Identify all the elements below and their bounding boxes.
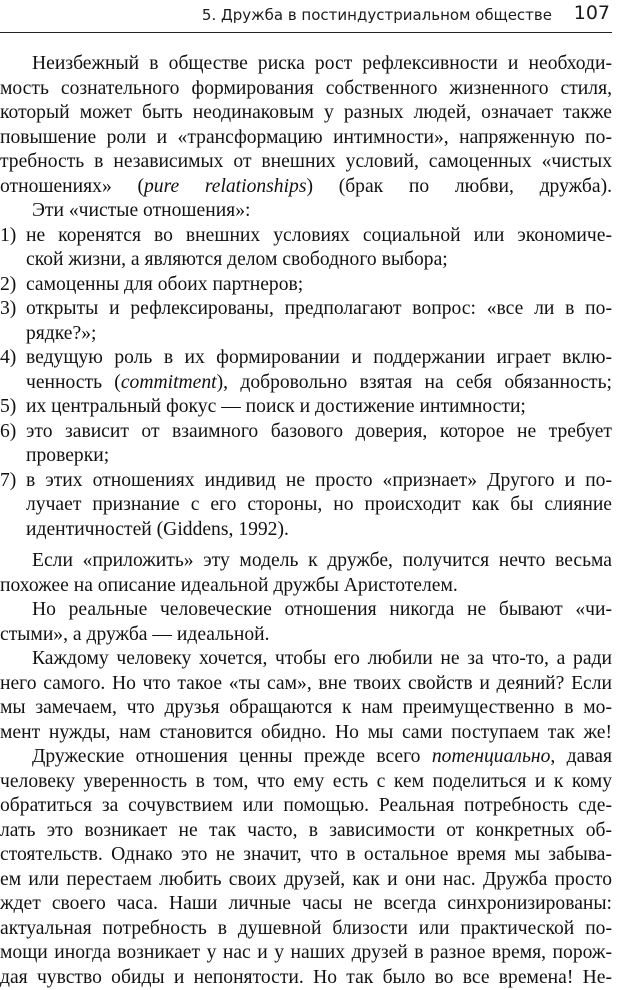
text-line [0, 371, 612, 396]
text-line: лать это возникает не так часто, в зависимости от конкретных об- [0, 819, 612, 844]
text-line: ем или перестаем любить своих друзей, как и они нас. Дружба просто [0, 868, 612, 893]
text-line: не коренятся во внешних условиях социальной или экономиче- [26, 224, 612, 249]
text-line: Если «приложить» эту модель к дружбе, получится нечто весьма [0, 549, 612, 574]
text-line: в этих отношениях индивид не просто «признает» Другого и по- [26, 469, 612, 494]
text-line: мы замечаем, что друзья обращаются к нам преимущественно в мо- [0, 696, 612, 721]
text-line: мощи иногда возникает у нас и у наших друзей в разное время, порож- [0, 941, 612, 966]
paragraph-6 [0, 745, 612, 990]
page-header [0, 0, 620, 34]
list-item-1 [0, 224, 612, 273]
text-line: мент нужды, нам становится обидно. Но мы сами поступаем так же! [0, 721, 612, 746]
list-item-4 [0, 346, 612, 395]
text-line: это зависит от взаимного базового доверия, которое не требует [26, 420, 612, 445]
list-item-7 [0, 469, 612, 543]
text-line: дая чувство обиды и непонятости. Но так было во все времена! Не- [0, 966, 612, 990]
list-number: 1) [0, 224, 26, 249]
text-line: Но реальные человеческие отношения никогда не бывают «чи- [0, 598, 612, 623]
text-line: стоятельств. Однако это не значит, что в остальное время мы забыва- [0, 843, 612, 868]
text-line: их центральный фокус — поиск и достижение интимности; [26, 395, 612, 420]
text-line: стыми», а дружба — идеальной. [0, 623, 612, 648]
paragraph-1 [0, 52, 612, 199]
page-number: 107 [574, 2, 610, 24]
text-line: лучает признание с его стороны, но происходит как бы слияние [0, 493, 612, 518]
text-line: него самого. Но что такое «ты сам», вне твоих свойств и деяний? Если [0, 672, 612, 697]
text-line: человеку уверенность в том, что ему есть с кем поделиться и к кому [0, 770, 612, 795]
text-line: проверки; [0, 444, 612, 469]
numbered-list [0, 224, 612, 543]
italic-term: потенциально [432, 746, 551, 767]
list-item-6 [0, 420, 612, 469]
text-line: повышение роли и «трансформацию интимности», напряженную по- [0, 126, 612, 151]
text-line: идентичностей (Giddens, 1992). [0, 518, 612, 543]
paragraph-4 [0, 598, 612, 647]
text-line: ской жизни, а являются делом свободного выбора; [0, 248, 612, 273]
text-line: мость сознательного формирования собственного жизненного стиля, [0, 77, 612, 102]
running-title: 5. Дружба в постиндустриальном обществе [202, 6, 552, 24]
paragraph-5 [0, 647, 612, 745]
text-line: ждет своего часа. Наши личные часы не всегда синхронизированы: [0, 892, 612, 917]
text-line: требность в независимых от внешних условий, самоценных «чистых [0, 150, 612, 175]
list-item-2 [0, 273, 612, 298]
text-line: который может быть неодинаковым у разных людей, означает также [0, 101, 612, 126]
list-item-3 [0, 297, 612, 346]
text-run: , давая [550, 746, 612, 767]
text-run: ченность ( [26, 372, 121, 393]
text-line [0, 175, 612, 200]
italic-term: pure relationships [144, 176, 307, 197]
text-line: открыты и рефлексированы, предполагают вопрос: «все ли в по- [26, 297, 612, 322]
text-line [0, 745, 612, 770]
text-line: актуальная потребность в душевной близости или практической по- [0, 917, 612, 942]
text-line: самоценны для обоих партнеров; [26, 273, 612, 298]
list-number: 4) [0, 346, 26, 371]
text-line: похожее на описание идеальной дружбы Аристотелем. [0, 574, 612, 599]
text-line: рядке?»; [0, 322, 612, 347]
header-rule [0, 32, 612, 33]
italic-term: commitment [121, 372, 217, 393]
page-body [0, 52, 612, 990]
list-number: 2) [0, 273, 26, 298]
list-number: 6) [0, 420, 26, 445]
text-run: ), добровольно взятая на себя обязанность; [217, 372, 612, 393]
text-line: обратиться за сочувствием или помощью. Реальная потребность сде- [0, 794, 612, 819]
list-number: 7) [0, 469, 26, 494]
text-line: ведущую роль в их формировании и поддержании играет вклю- [26, 346, 612, 371]
text-line: Каждому человеку хочется, чтобы его любили не за что-то, а ради [0, 647, 612, 672]
list-number: 5) [0, 395, 26, 420]
list-number: 3) [0, 297, 26, 322]
text-run: Дружеские отношения ценны прежде всего [32, 746, 432, 767]
paragraph-3 [0, 549, 612, 598]
list-item-5 [0, 395, 612, 420]
text-run: отношениях» ( [0, 176, 144, 197]
paragraph-2: Эти «чистые отношения»: [0, 199, 612, 224]
text-run: ) (брак по любви, дружба). [306, 176, 612, 197]
text-line: Неизбежный в обществе риска рост рефлексивности и необходи- [0, 52, 612, 77]
